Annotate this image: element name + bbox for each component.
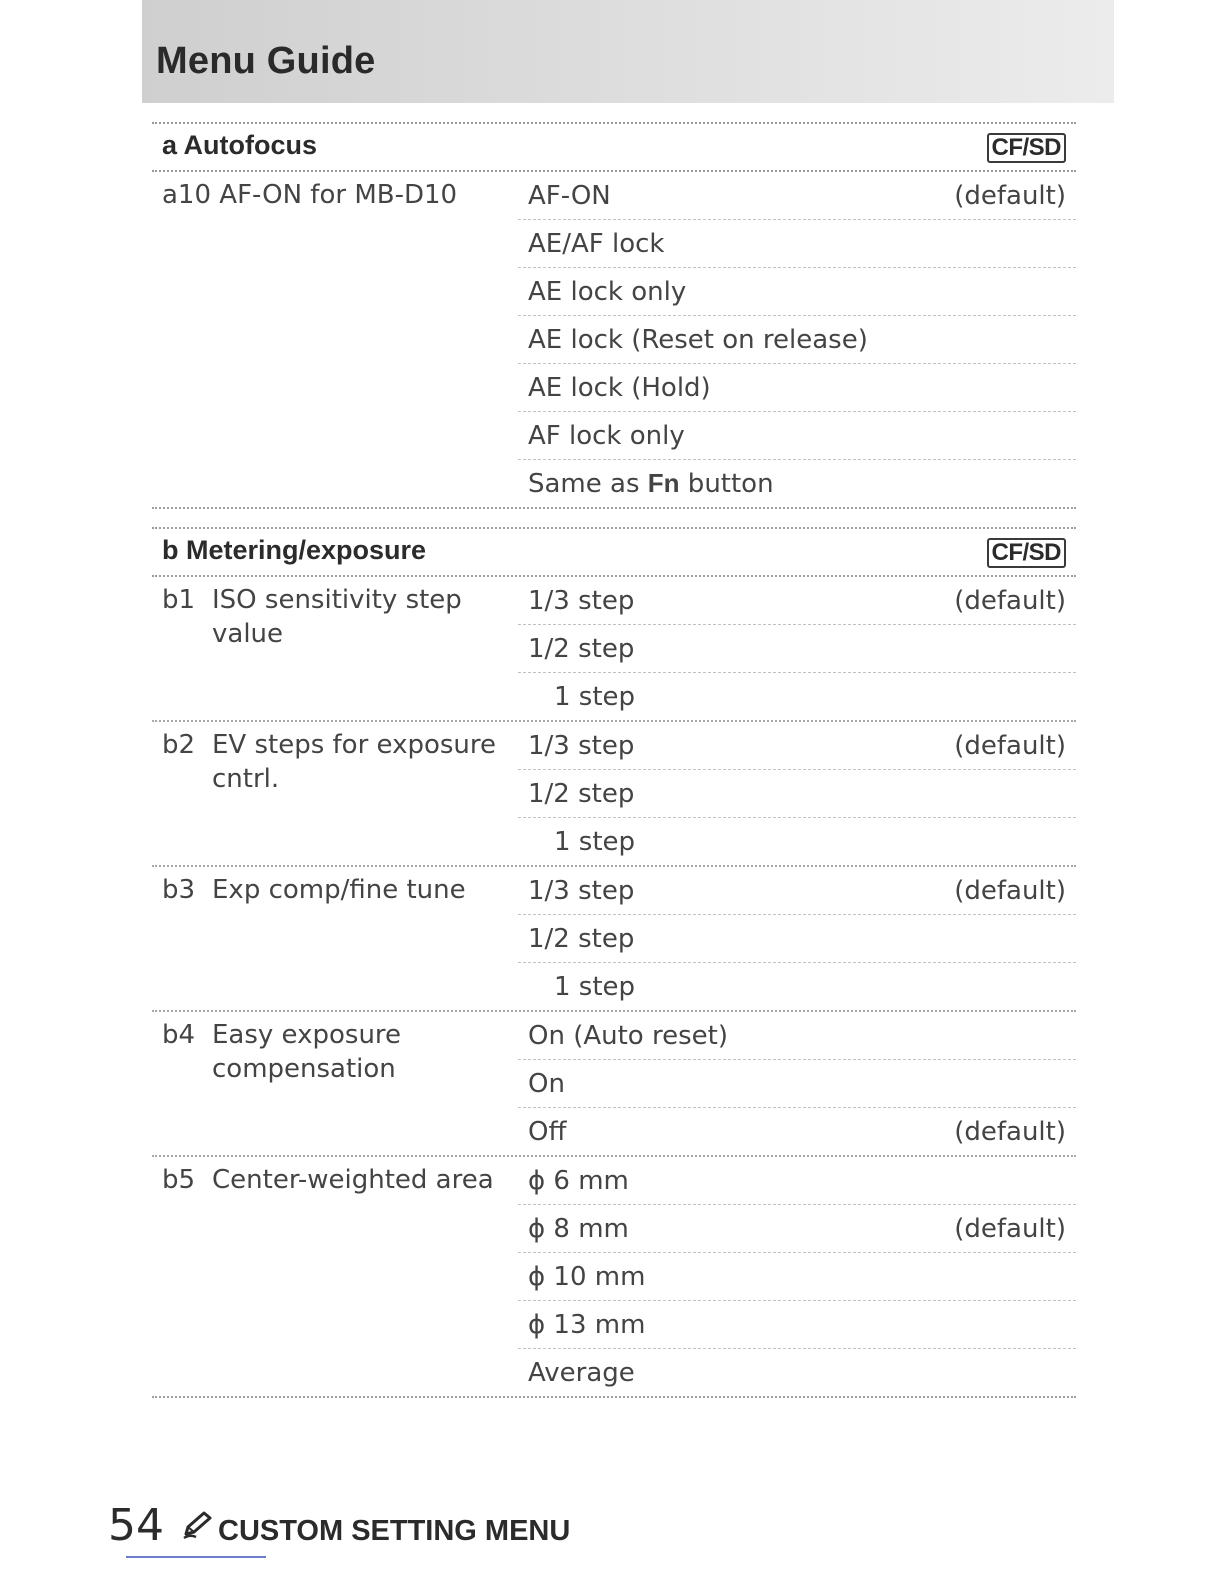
- option-row: [518, 867, 1076, 914]
- option-row: [518, 315, 1076, 363]
- default-note: (default): [954, 1116, 1066, 1147]
- page-footer: [108, 1500, 570, 1551]
- setting-label: [152, 867, 518, 1010]
- option-row: [518, 1252, 1076, 1300]
- option-list: [518, 867, 1076, 1010]
- option-text: ϕ 8 mm: [528, 1213, 629, 1244]
- cf-sd-badge: CF/SD: [987, 538, 1067, 568]
- option-text: 1/3 step: [528, 585, 635, 616]
- setting-name: Center-weighted area: [212, 1165, 494, 1195]
- default-note: (default): [954, 585, 1066, 616]
- setting-code: b2: [162, 730, 196, 760]
- option-row: [518, 672, 1076, 720]
- option-row: [518, 577, 1076, 624]
- option-text: AE/AF lock: [528, 228, 665, 259]
- section-header: [152, 527, 1076, 577]
- option-text-prefix: Same as: [528, 469, 648, 499]
- option-text: AE lock (Reset on release): [528, 324, 868, 355]
- option-row: [518, 267, 1076, 315]
- option-text: [528, 468, 774, 499]
- option-row: [518, 219, 1076, 267]
- option-text: ϕ 6 mm: [528, 1165, 629, 1196]
- option-text: 1 step: [554, 681, 636, 712]
- option-row: [518, 1107, 1076, 1155]
- section-header: [152, 122, 1076, 172]
- option-row: [518, 962, 1076, 1010]
- option-row: [518, 1348, 1076, 1396]
- setting-code: b5: [162, 1165, 196, 1195]
- setting-code: b4: [162, 1020, 196, 1050]
- option-list: [518, 1157, 1076, 1396]
- option-list: [518, 577, 1076, 720]
- option-row: [518, 722, 1076, 769]
- setting-a10: [152, 172, 1076, 507]
- option-text: On (Auto reset): [528, 1020, 728, 1051]
- option-text: 1/2 step: [528, 633, 635, 664]
- setting-name: a10 AF-ON for MB-D10: [162, 180, 458, 210]
- option-text: 1/2 step: [528, 923, 635, 954]
- section-title: a Autofocus: [162, 130, 317, 160]
- setting-b3: [152, 865, 1076, 1010]
- option-text: AF lock only: [528, 420, 685, 451]
- option-text: Average: [528, 1357, 635, 1388]
- section-title: b Metering/exposure: [162, 535, 427, 565]
- option-text: AF-ON: [528, 180, 611, 211]
- setting-name: Exp comp/fine tune: [212, 875, 466, 905]
- setting-code: b1: [162, 585, 196, 615]
- setting-label: [152, 722, 518, 865]
- page-number: 54: [108, 1500, 164, 1551]
- fn-button-label: Fn: [647, 468, 680, 498]
- section-autofocus: [152, 122, 1076, 509]
- option-row: [518, 1012, 1076, 1059]
- option-row: [518, 1157, 1076, 1204]
- setting-b4: [152, 1010, 1076, 1155]
- setting-name: EV steps for exposure cntrl.: [212, 730, 497, 794]
- setting-b5: [152, 1155, 1076, 1396]
- option-row: [518, 1204, 1076, 1252]
- setting-label: [152, 1012, 518, 1155]
- option-list: [518, 172, 1076, 507]
- pencil-icon: [180, 1510, 214, 1540]
- default-note: (default): [954, 875, 1066, 906]
- page-title: Menu Guide: [156, 40, 376, 82]
- option-text: AE lock (Hold): [528, 372, 711, 403]
- option-row: [518, 1059, 1076, 1107]
- option-row: [518, 624, 1076, 672]
- setting-b1: [152, 577, 1076, 720]
- option-text: ϕ 10 mm: [528, 1261, 646, 1292]
- option-text: 1 step: [554, 826, 636, 857]
- setting-name: Easy exposure compensation: [212, 1020, 402, 1084]
- option-text: On: [528, 1068, 565, 1099]
- cf-sd-badge: CF/SD: [987, 133, 1067, 163]
- option-row: [518, 914, 1076, 962]
- setting-b2: [152, 720, 1076, 865]
- option-row: [518, 411, 1076, 459]
- option-text: Off: [528, 1116, 567, 1147]
- option-text: 1 step: [554, 971, 636, 1002]
- setting-name: ISO sensitivity step value: [212, 585, 462, 649]
- default-note: (default): [954, 1213, 1066, 1244]
- option-text: 1/3 step: [528, 875, 635, 906]
- setting-label: [152, 1157, 518, 1396]
- option-row: [518, 459, 1076, 507]
- option-row: [518, 817, 1076, 865]
- default-note: (default): [954, 730, 1066, 761]
- option-text: ϕ 13 mm: [528, 1309, 646, 1340]
- option-text-suffix: button: [679, 469, 774, 499]
- setting-label: [152, 577, 518, 720]
- section-metering-exposure: [152, 527, 1076, 1398]
- option-row: [518, 1300, 1076, 1348]
- option-text: 1/3 step: [528, 730, 635, 761]
- option-text: AE lock only: [528, 276, 687, 307]
- menu-title: CUSTOM SETTING MENU: [218, 1515, 571, 1547]
- setting-label: [152, 172, 518, 507]
- option-list: [518, 722, 1076, 865]
- setting-code: b3: [162, 875, 196, 905]
- default-note: (default): [954, 180, 1066, 211]
- option-row: [518, 172, 1076, 219]
- footer-rule: [126, 1556, 266, 1558]
- option-list: [518, 1012, 1076, 1155]
- option-text: 1/2 step: [528, 778, 635, 809]
- option-row: [518, 363, 1076, 411]
- option-row: [518, 769, 1076, 817]
